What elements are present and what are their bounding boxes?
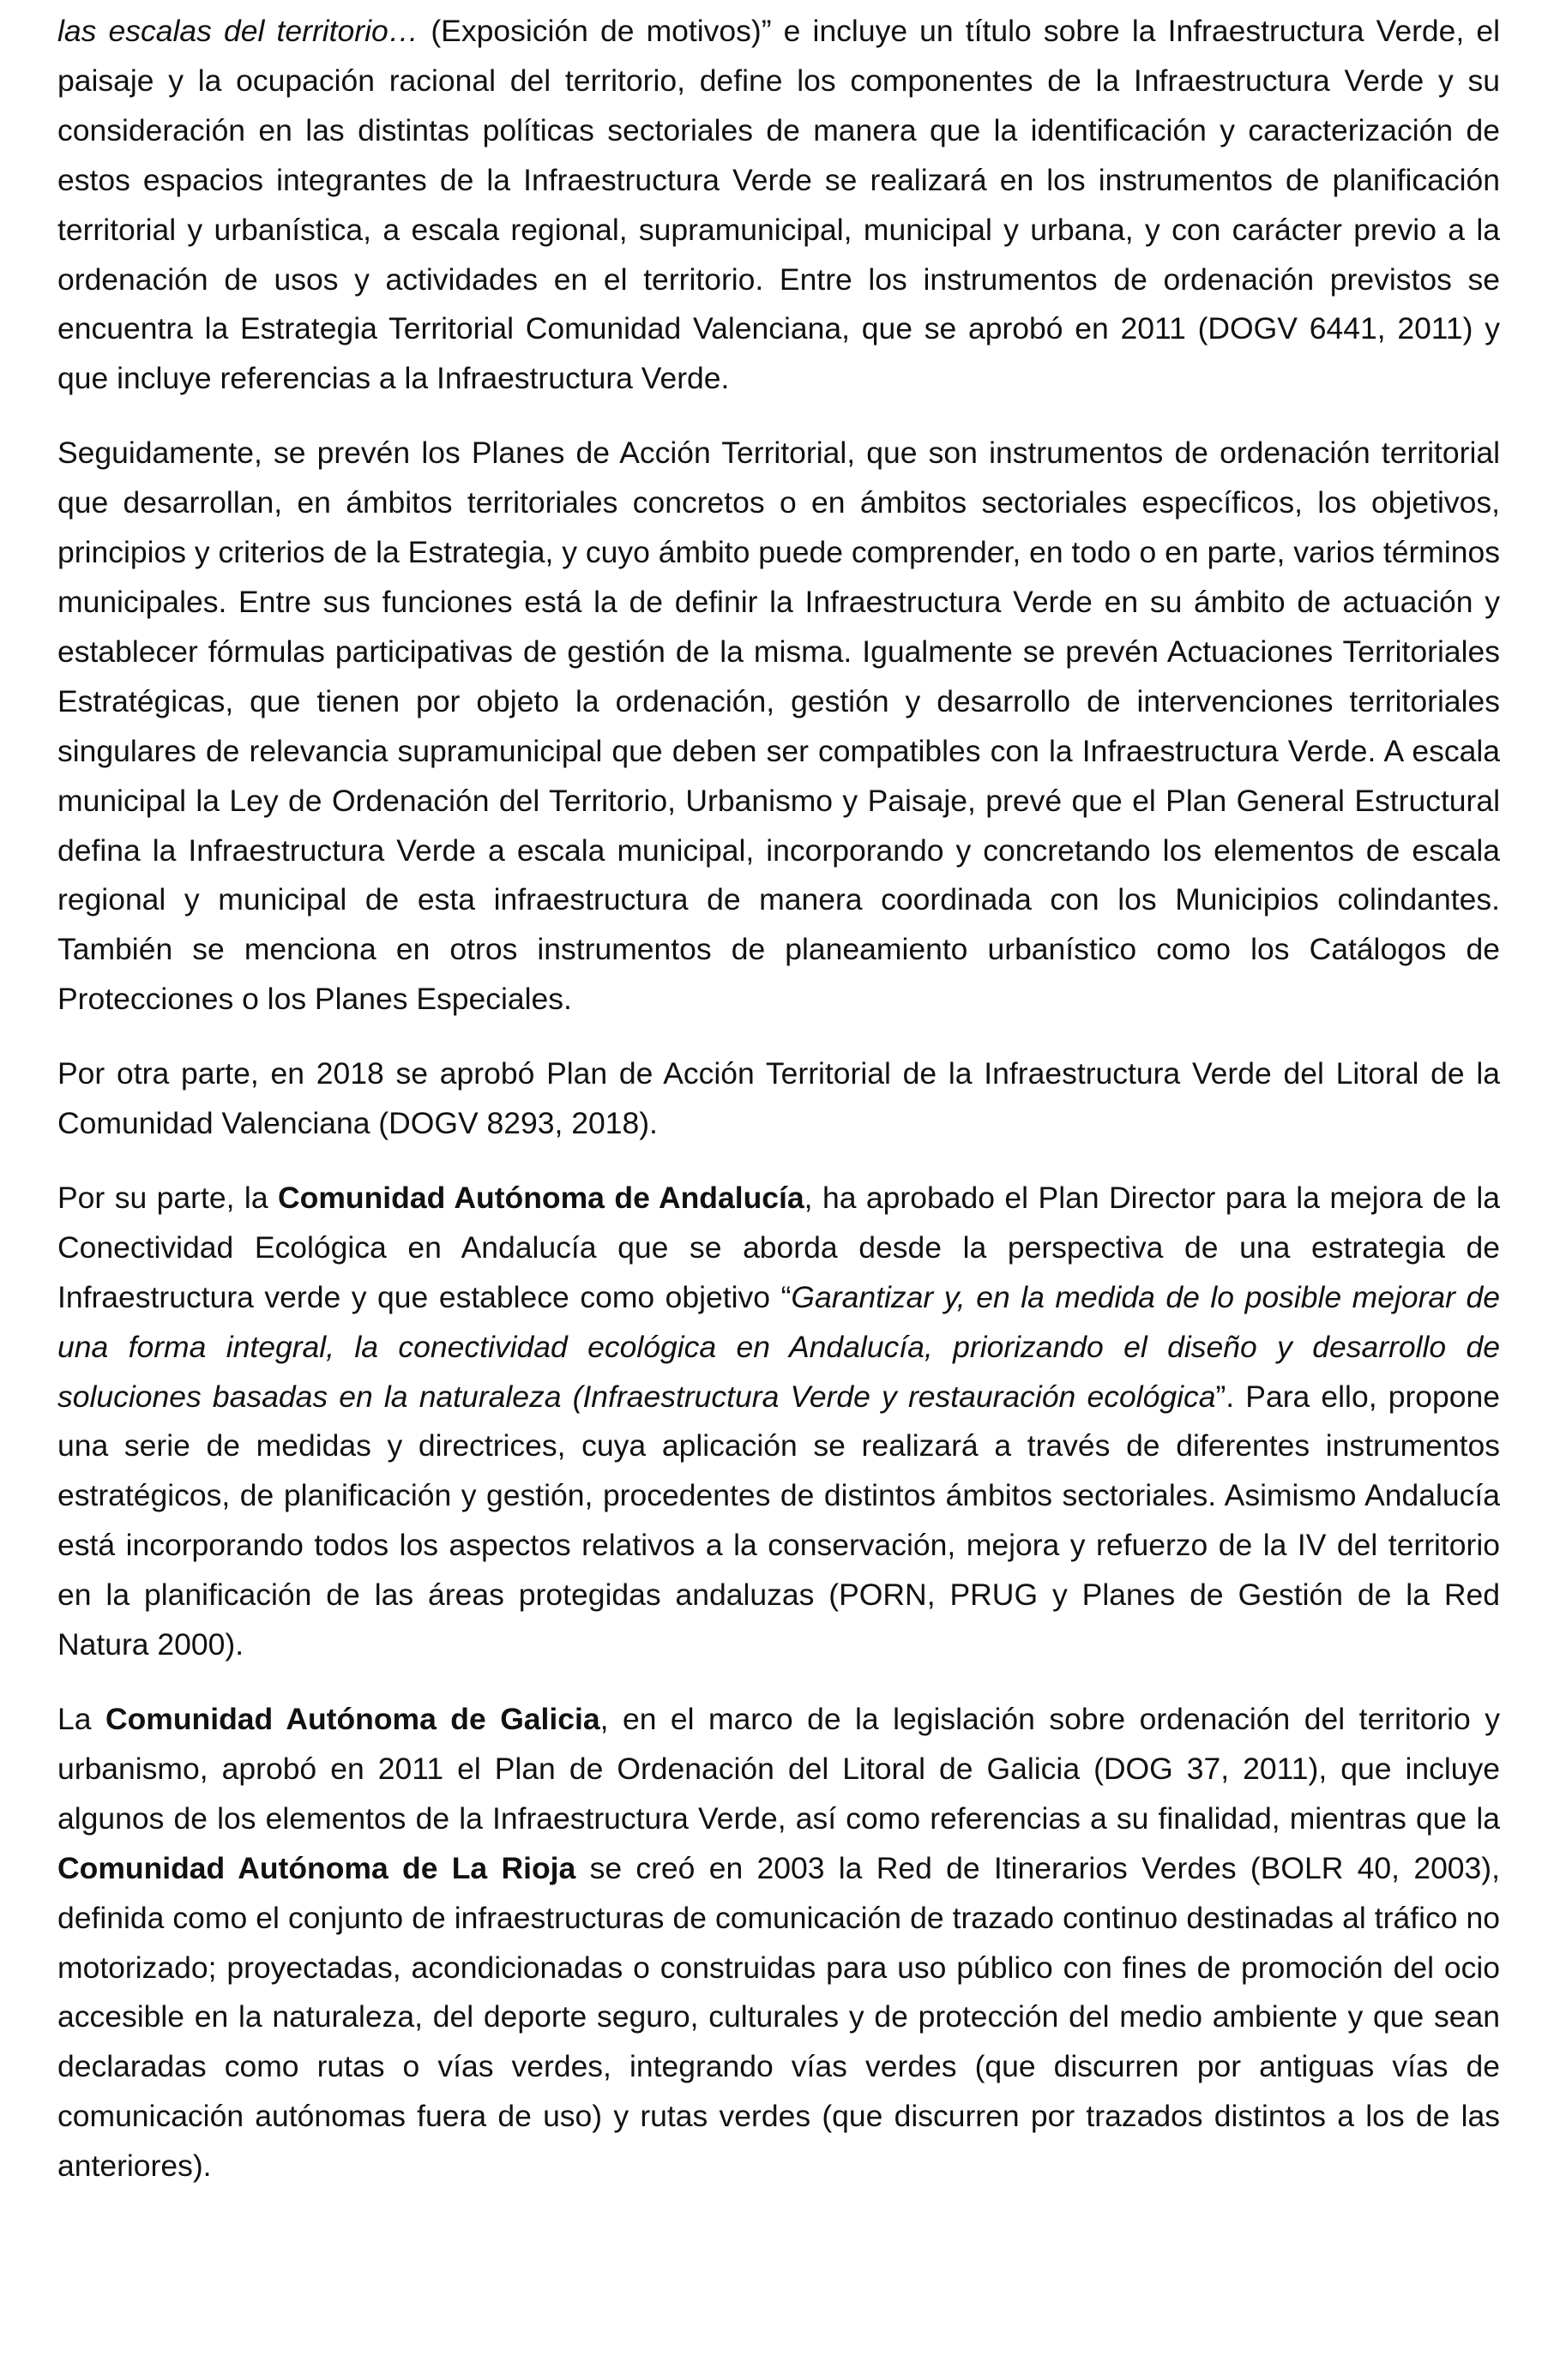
text-italic-quote: Garantizar y, en la medida de lo posible mejorar de una forma integral, la conectividad ecológica en Andalucía, priorizando el diseño y desarrollo de soluciones basadas en la naturaleza (Infraestructura Verde y restauración ecológica <box>57 1279 1500 1414</box>
paragraph-planes-accion-territorial <box>57 429 1500 1025</box>
paragraph-andalucia <box>57 1174 1500 1670</box>
text-italic: las escalas del territorio… <box>57 14 419 48</box>
text-normal: (Exposición de motivos)” e incluye un título sobre la Infraestructura Verde, el paisaje y la ocupación racional del territorio, define los componentes de la Infraestructura Verde y su consideración en las distintas políticas sectoriales de manera que la identificación y caracterización de estos espacios integrantes de la Infraestructura Verde se realizará en los instrumentos de planificación territorial y urbanística, a escala regional, supramunicipal, municipal y urbana, y con carácter previo a la ordenación de usos y actividades en el territorio. Entre los instrumentos de ordenación previstos se encuentra la Estrategia Territorial Comunidad Valenciana, que se aprobó en 2011 (DOGV 6441, 2011) y que incluye referencias a la Infraestructura Verde. <box>57 14 1500 396</box>
text-normal: , ha aprobado el Plan Director para la mejora de la Conectividad Ecológica en Andalucía que se aborda desde la perspectiva de una estrategia de Infraestructura verde y que establece como objetivo “ <box>57 1180 1500 1314</box>
text-bold-la-rioja: Comunidad Autónoma de La Rioja <box>57 1850 576 1885</box>
text-normal: , en el marco de la legislación sobre ordenación del territorio y urbanismo, aprobó en 2011 el Plan de Ordenación del Litoral de Galicia (DOG 37, 2011), que incluye algunos de los elementos de la Infraestructura Verde, así como referencias a su finalidad, mientras que la <box>57 1702 1500 1836</box>
document-page <box>57 7 1500 2216</box>
text-bold-andalucia: Comunidad Autónoma de Andalucía <box>278 1180 804 1215</box>
paragraph-galicia-rioja <box>57 1695 1500 2191</box>
text-normal: se creó en 2003 la Red de Itinerarios Verdes (BOLR 40, 2003), definida como el conjunto de infraestructuras de comunicación de trazado continuo destinadas al tráfico no motorizado; proyectadas, acondicionadas o construidas para uso público con fines de promoción del ocio accesible en la naturaleza, del deporte seguro, culturales y de protección del medio ambiente y que sean declaradas como rutas o vías verdes, integrando vías verdes (que discurren por antiguas vías de comunicación autónomas fuera de uso) y rutas verdes (que discurren por trazados distintos a los de las anteriores). <box>57 1850 1500 2184</box>
text-normal: ”. Para ello, propone una serie de medidas y directrices, cuya aplicación se realizará a través de diferentes instrumentos estratégicos, de planificación y gestión, procedentes de distintos ámbitos sectoriales. Asimismo Andalucía está incorporando todos los aspectos relativos a la conservación, mejora y refuerzo de la IV del territorio en la planificación de las áreas protegidas andaluzas (PORN, PRUG y Planes de Gestión de la Red Natura 2000). <box>57 1379 1500 1662</box>
paragraph-pat-litoral <box>57 1049 1500 1149</box>
paragraph-estrategia-territorial <box>57 7 1500 404</box>
text-normal: Seguidamente, se prevén los Planes de Acción Territorial, que son instrumentos de ordenación territorial que desarrollan, en ámbitos territoriales concretos o en ámbitos sectoriales específicos, los objetivos, principios y criterios de la Estrategia, y cuyo ámbito puede comprender, en todo o en parte, varios términos municipales. Entre sus funciones está la de definir la Infraestructura Verde en su ámbito de actuación y establecer fórmulas participativas de gestión de la misma. Igualmente se prevén Actuaciones Territoriales Estratégicas, que tienen por objeto la ordenación, gestión y desarrollo de intervenciones territoriales singulares de relevancia supramunicipal que deben ser compatibles con la Infraestructura Verde. A escala municipal la Ley de Ordenación del Territorio, Urbanismo y Paisaje, prevé que el Plan General Estructural defina la Infraestructura Verde a escala municipal, incorporando y concretando los elementos de escala regional y municipal de esta infraestructura de manera coordinada con los Municipios colindantes. También se menciona en otros instrumentos de planeamiento urbanístico como los Catálogos de Protecciones o los Planes Especiales. <box>57 436 1500 1017</box>
text-bold-galicia: Comunidad Autónoma de Galicia <box>105 1702 600 1736</box>
text-normal: Por otra parte, en 2018 se aprobó Plan de Acción Territorial de la Infraestructura Verde del Litoral de la Comunidad Valenciana (DOGV 8293, 2018). <box>57 1056 1500 1141</box>
text-normal: Por su parte, la <box>57 1180 279 1215</box>
text-normal: La <box>57 1702 105 1736</box>
